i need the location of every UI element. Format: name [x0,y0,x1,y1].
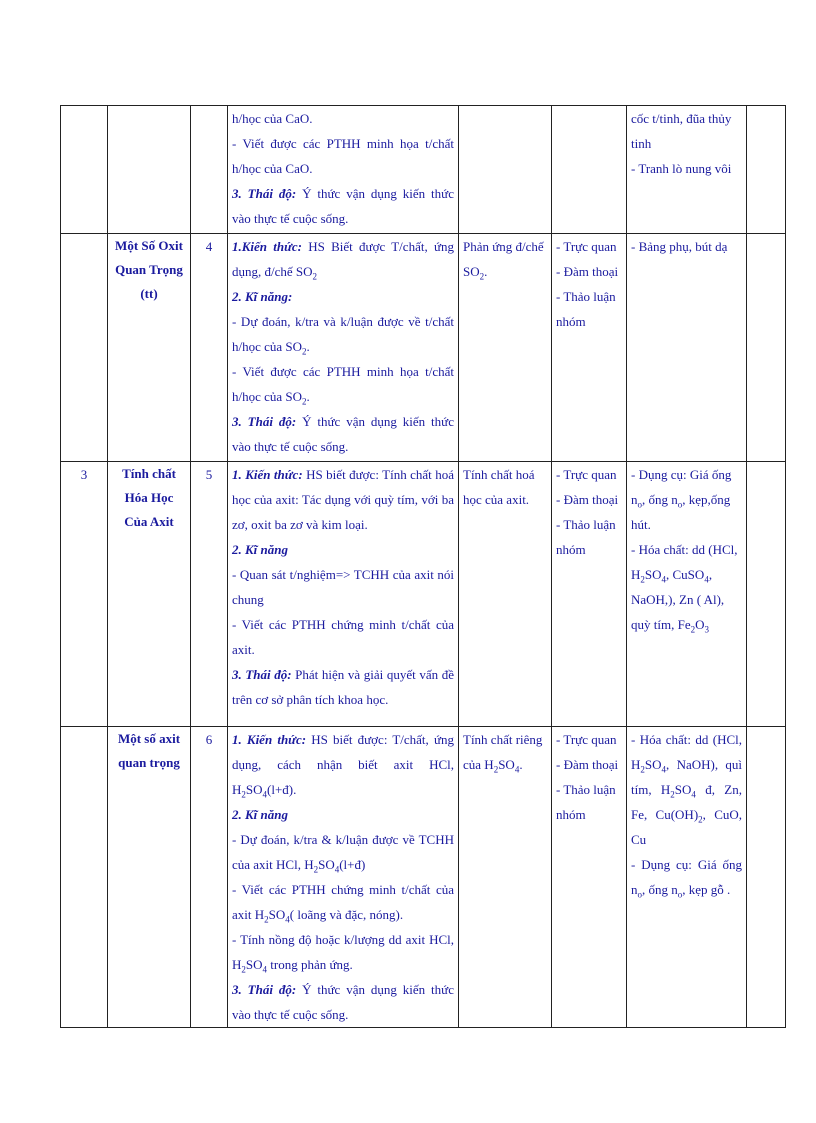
week-cell [61,727,108,1028]
methods-cell [552,462,627,727]
week-cell [61,234,108,462]
period-cell: 5 [191,462,228,727]
objectives-cell [228,462,459,727]
methods-cell [552,106,627,234]
method-line: - Đàm thoại [556,757,619,772]
method-line: - Trực quan [556,467,617,482]
method-line: - Trực quan [556,239,617,254]
method-line: - Thảo luận nhóm [556,289,616,329]
equipment-line: cốc t/tinh, đũa thủy tinh [631,111,732,151]
equipment-line: quỳ tím, $Fe_2O_3$ [631,617,709,635]
knowledge-line: 1. Kiến thức: HS biết được: T/chất, ứng dụng, cách nhận biết axit HCl, $H_2SO_4(l+đ)$. [232,732,454,800]
objectives-cell [228,234,459,462]
objectives-cell [228,727,459,1028]
equipment-line: - Hóa chất: dd (HCl, $H_2SO_4$, NaOH), quì tím, $H_2SO_4$ đ, Zn, Fe, $Cu(OH)_2$, CuO, Cu [631,732,743,847]
knowledge-line: 1. Kiến thức: HS biết được: Tính chất hoá học của axit: Tác dụng với quỳ tím, với ba zơ, oxit ba zơ và kim loại. [232,467,455,532]
skill-line: - Dự đoán, k/tra và k/luận được về t/chất h/học của $SO_2$. [232,314,454,357]
period-cell: 4 [191,234,228,462]
table-row [61,462,786,727]
notes-cell [747,234,786,462]
lesson-plan-table [60,105,786,1028]
focus-cell: Tính chất hoá học của axit. [459,462,552,727]
lesson-cell: Tính chất Hóa Học Của Axit [108,462,191,727]
method-line: - Thảo luận nhóm [556,517,616,557]
skills-heading: 2. Kĩ năng [232,807,288,822]
method-line: - Đàm thoại [556,264,619,279]
method-line: - Trực quan [556,732,617,747]
equipment-line: - Bảng phụ, bút dạ [631,239,728,254]
notes-cell [747,106,786,234]
skill-line: - Viết được các PTHH minh họa t/chất h/học của $SO_2$. [232,364,454,407]
attitude-line: 3. Thái độ: Ý thức vận dụng kiến thức vào thực tế cuộc sống. [232,414,454,454]
period-cell [191,106,228,234]
methods-cell [552,234,627,462]
equipment-cell [627,462,747,727]
equipment-cell [627,234,747,462]
focus-cell [459,106,552,234]
skills-heading: 2. Kĩ năng [232,542,288,557]
lesson-cell: Một Số Oxit Quan Trọng (tt) [108,234,191,462]
equipment-cell [627,106,747,234]
skill-line: - Viết các PTHH chứng minh t/chất của axit $H_2SO_4$( loãng và đặc, nóng). [232,882,454,925]
lesson-plan-page [60,105,786,1028]
equipment-line: - Dụng cụ: Giá ống $n_o$, ống $n_o$, kẹp gỗ . [631,857,742,900]
skill-line: - Viết các PTHH chứng minh t/chất của axit. [232,617,454,657]
knowledge-line: 1.Kiến thức: HS Biết được T/chất, ứng dụng, đ/chế $SO_2$ [232,239,454,282]
objective-line: - Viết được các PTHH minh họa t/chất h/học của CaO. [232,136,454,176]
equipment-line: - Hóa chất: dd (HCl, $H_2SO_4$, CuSO$_4$, NaOH,), Zn ( Al), [631,542,738,607]
objective-line: h/học của CaO. [232,111,313,126]
method-line: - Thảo luận nhóm [556,782,616,822]
equipment-line: - Tranh lò nung vôi [631,161,732,176]
table-row [61,106,786,234]
notes-cell [747,462,786,727]
skill-line: - Tính nồng độ hoặc k/lượng dd axit HCl, $H_2SO_4$ trong phản ứng. [232,932,454,975]
method-line: - Đàm thoại [556,492,619,507]
notes-cell [747,727,786,1028]
methods-cell [552,727,627,1028]
week-cell: 3 [61,462,108,727]
focus-cell: Tính chất riêng của $H_2SO_4$. [459,727,552,1028]
skills-heading: 2. Kĩ năng: [232,289,293,304]
skill-line: - Quan sát t/nghiệm=> TCHH của axit nói chung [232,567,454,607]
equipment-cell [627,727,747,1028]
lesson-cell [108,106,191,234]
equipment-line: - Dụng cụ: Giá ống $n_o$, ống $n_o$, kẹp,ống hút. [631,467,732,532]
table-row [61,234,786,462]
objectives-cell [228,106,459,234]
attitude-line: 3. Thái độ: Phát hiện và giải quyết vấn đề trên cơ sở phân tích khoa học. [232,667,454,707]
attitude-line: 3. Thái độ: Ý thức vận dụng kiến thức vào thực tế cuộc sống. [232,186,454,226]
skill-line: - Dự đoán, k/tra & k/luận được về TCHH của axit HCl, $H_2SO_4(l+đ)$ [232,832,454,875]
lesson-cell: Một số axit quan trọng [108,727,191,1028]
table-row [61,727,786,1028]
focus-cell: Phản ứng đ/chế $SO_2$. [459,234,552,462]
period-cell: 6 [191,727,228,1028]
week-cell [61,106,108,234]
attitude-line: 3. Thái độ: Ý thức vận dụng kiến thức vào thực tế cuộc sống. [232,982,454,1022]
